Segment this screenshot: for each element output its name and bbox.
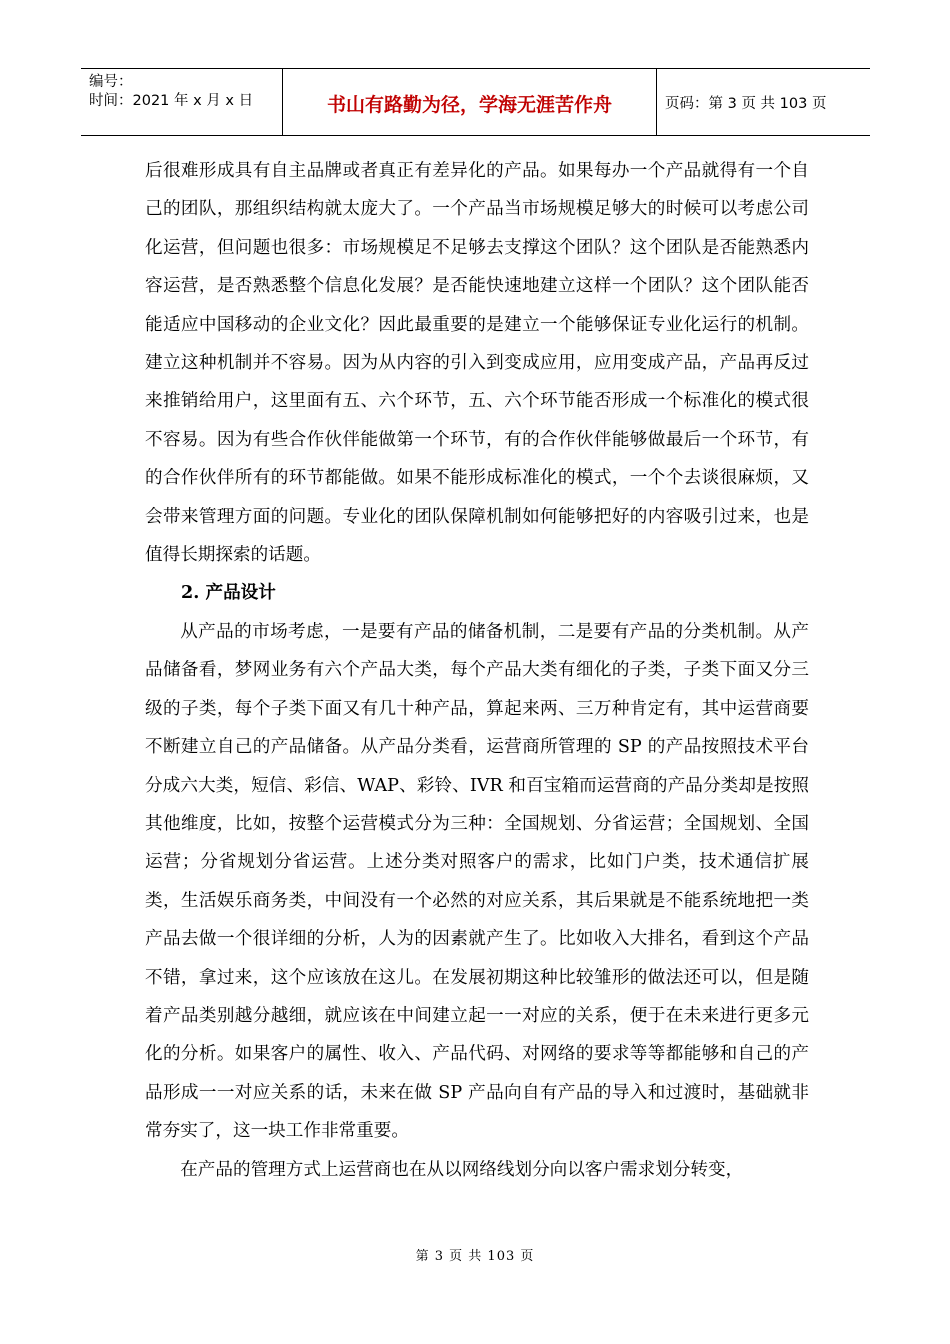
body-paragraph: 从产品的市场考虑，一是要有产品的储备机制，二是要有产品的分类机制。从产品储备看，梦网业务有六个产品大类，每个产品大类有细化的子类，子类下面又分三级的子类，每个子类下面又有几十种产品，算起来两、三万种肯定有，其中运营商要不断建立自己的产品储备。从产品分类看，运营商所管理的 SP 的产品按照技术平台分成六大类，短信、彩信、WAP、彩铃、IVR 和百宝箱而运营商的产品分类却是按照其他维度，比如，按整个运营模式分为三种：全国规划、分省运营；全国规划、全国运营；分省规划分省运营。上述分类对照客户的需求，比如门户类，技术通信扩展类，生活娱乐商务类，中间没有一个必然的对应关系，其后果就是不能系统地把一类产品去做一个很详细的分析，人为的因素就产生了。比如收入大排名，看到这个产品不错，拿过来，这个应该放在这儿。在发展初期这种比较雏形的做法还可以，但是随着产品类别越分越细，就应该在中间建立起一一对应的关系，便于在未来进行更多元化的分析。如果客户的属性、收入、产品代码、对网络的要求等等都能够和自己的产品形成一一对应关系的话，未来在做 SP 产品向自有产品的导入和过渡时，基础就非常夯实了，这一块工作非常重要。 — [145, 621, 809, 1142]
header-motto: 书山有路勤为径，学海无涯苦作舟 — [283, 69, 657, 135]
page-footer: 第 3 页 共 103 页 — [415, 1249, 535, 1264]
header-page-info: 页码：第 3 页 共 103 页 — [665, 95, 827, 112]
body-paragraph: 在产品的管理方式上运营商也在从以网络线划分向以客户需求划分转变， — [180, 1159, 744, 1180]
section-heading: 2. 产品设计 — [181, 582, 276, 604]
document-date-label: 时间：2021 年 x 月 x 日 — [89, 93, 254, 109]
document-number-label: 编号： — [89, 74, 133, 90]
document-body — [145, 152, 809, 1189]
body-paragraph: 后很难形成具有自主品牌或者真正有差异化的产品。如果每办一个产品就得有一个自己的团队，那组织结构就太庞大了。一个产品当市场规模足够大的时候可以考虑公司化运营，但问题也很多：市场规模足不足够去支撑这个团队？这个团队是否能熟悉内容运营，是否熟悉整个信息化发展？是否能快速地建立这样一个团队？这个团队能否能适应中国移动的企业文化？因此最重要的是建立一个能够保证专业化运行的机制。建立这种机制并不容易。因为从内容的引入到变成应用，应用变成产品，产品再反过来推销给用户，这里面有五、六个环节，五、六个环节能否形成一个标准化的模式很不容易。因为有些合作伙伴能做第一个环节，有的合作伙伴能够做最后一个环节，有的合作伙伴所有的环节都能做。如果不能形成标准化的模式，一个个去谈很麻烦，又会带来管理方面的问题。专业化的团队保障机制如何能够把好的内容吸引过来，也是值得长期探索的话题。 — [145, 161, 809, 566]
page-header — [81, 68, 870, 136]
header-meta-cell — [81, 69, 283, 135]
